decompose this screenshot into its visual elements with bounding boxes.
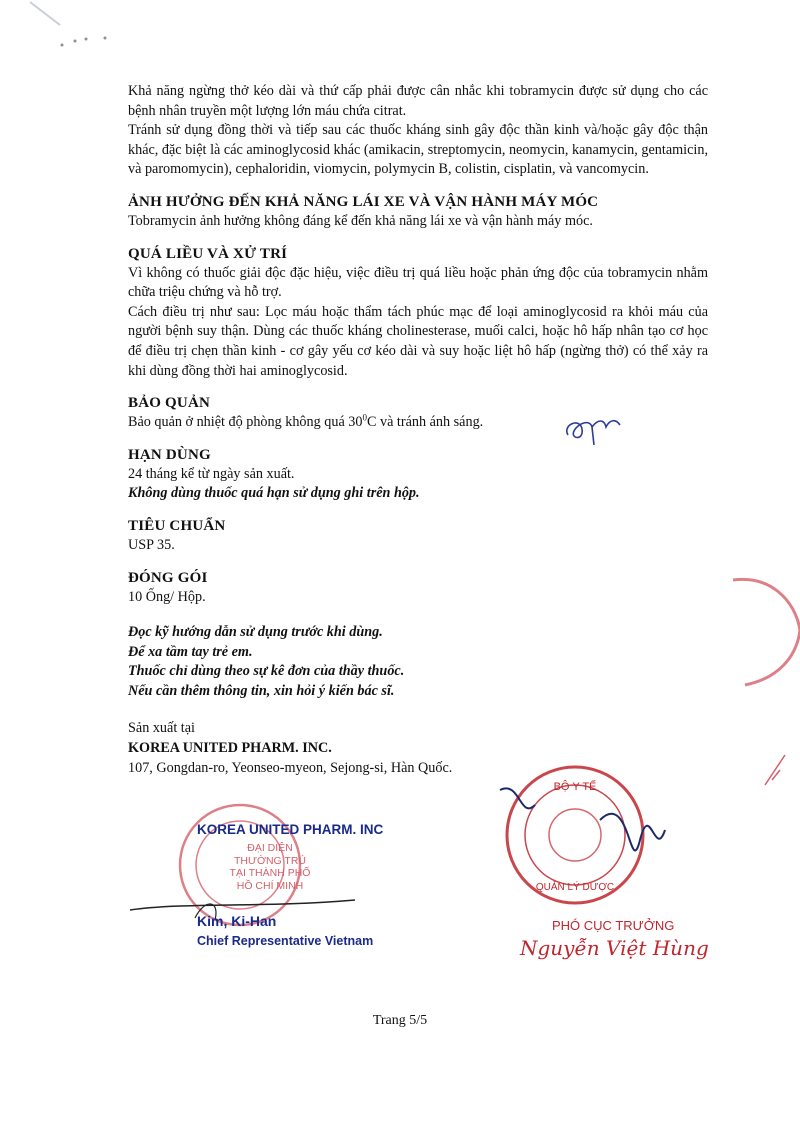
scan-corner-mark <box>20 0 120 60</box>
stamp-line: TẠI THÀNH PHỐ <box>229 867 311 879</box>
heading-packaging: ĐÓNG GÓI <box>128 569 208 586</box>
text-expiry: 24 tháng kể từ ngày sản xuất. <box>128 465 295 482</box>
warning-line: Đọc kỹ hướng dẫn sử dụng trước khi dùng. <box>128 624 383 641</box>
deputy-director-title: PHÓ CỤC TRƯỞNG <box>552 918 675 933</box>
initial-signature <box>560 405 630 455</box>
storage-text-before: Bảo quản ở nhiệt độ phòng không quá 30 <box>128 414 363 431</box>
heading-storage: BẢO QUẢN <box>128 395 211 412</box>
page-number: Trang 5/5 <box>372 1013 428 1028</box>
representative-name: Kim, Ki-Han <box>197 913 277 929</box>
edge-pen-mark <box>760 750 790 790</box>
heading-overdose: QUÁ LIỀU VÀ XỬ TRÍ <box>128 245 288 262</box>
edge-stamp-fragment <box>725 570 800 690</box>
storage-degree: 0 <box>362 412 367 423</box>
representative-title: Chief Representative Vietnam <box>197 934 374 948</box>
manufacturer-name: KOREA UNITED PHARM. INC. <box>128 740 332 757</box>
storage-text-after: C và tránh ánh sáng. <box>366 414 484 431</box>
manufacturer-address: 107, Gongdan-ro, Yeonseo-myeon, Sejong-si, Hàn Quốc. <box>128 759 453 776</box>
heading-driving: ẢNH HƯỞNG ĐẾN KHẢ NĂNG LÁI XE VÀ VẬN HÀNH MÁY MÓC <box>128 193 599 210</box>
text-driving: Tobramycin ảnh hưởng không đáng kể đến khả năng lái xe và vận hành máy móc. <box>128 212 593 229</box>
warning-line: Để xa tầm tay trẻ em. <box>128 643 253 660</box>
deputy-director-name: Nguyễn Việt Hùng <box>520 936 709 960</box>
warning-line: Nếu cần thêm thông tin, xin hỏi ý kiến bác sĩ. <box>128 682 395 699</box>
text-packaging: 10 Ống/ Hộp. <box>128 588 206 605</box>
stamp-company-name: KOREA UNITED PHARM. INC <box>197 822 384 837</box>
warning-line: Thuốc chỉ dùng theo sự kê đơn của thầy thuốc. <box>128 663 405 680</box>
stamp-line: HỒ CHÍ MINH <box>236 879 304 892</box>
stamp-inner-text <box>215 842 325 892</box>
text-expiry-warning: Không dùng thuốc quá hạn sử dụng ghi trên hộp. <box>128 485 420 502</box>
heading-expiry: HẠN DÙNG <box>128 446 211 463</box>
paragraph-interactions: Tránh sử dụng đồng thời và tiếp sau các thuốc kháng sinh gây độc thần kinh và/hoặc gây độc thận khác, đặc biệt là các aminoglycosid khác (amikacin, streptomycin, neomycin, kanamycin, gentamicin, và paromomycin), cephaloridin, viomycin, polymycin B, colistin, cisplatin, và vancomycin. <box>128 122 708 178</box>
stamp-line: THƯỜNG TRÚ <box>233 854 307 867</box>
stamp-line: ĐẠI DIỆN <box>247 842 293 854</box>
ministry-stamp-bottom: QUẢN LÝ DƯỢC <box>535 882 615 893</box>
heading-standard: TIÊU CHUẨN <box>128 517 226 534</box>
text-standard: USP 35. <box>128 536 175 553</box>
text-overdose-1: Vì không có thuốc giải độc đặc hiệu, việc điều trị quá liều hoặc phản ứng độc của tobramycin nhằm chữa triệu chứng và hỗ trợ. <box>128 264 708 301</box>
manufacturer-label: Sản xuất tại <box>128 720 195 737</box>
paragraph-apnea: Khả năng ngừng thở kéo dài và thứ cấp phải được cân nhắc khi tobramycin được sử dụng cho các bệnh nhân truyền một lượng lớn máu chứa citrat. <box>128 83 708 119</box>
text-overdose-2: Cách điều trị như sau: Lọc máu hoặc thẩm tách phúc mạc để loại aminoglycosid ra khỏi máu của người bệnh suy thận. Dùng các thuốc kháng cholinesterase, muối calci, hoặc hô hấp nhân tạo cơ học để điều trị chẹn thần kinh - cơ gây yếu cơ kéo dài và suy hoặc liệt hô hấp (ngừng thở) có thể xảy ra khi dùng đồng thời hai aminoglycosid. <box>128 303 708 379</box>
ministry-stamp-text: BỘ Y TẾ <box>553 781 597 793</box>
